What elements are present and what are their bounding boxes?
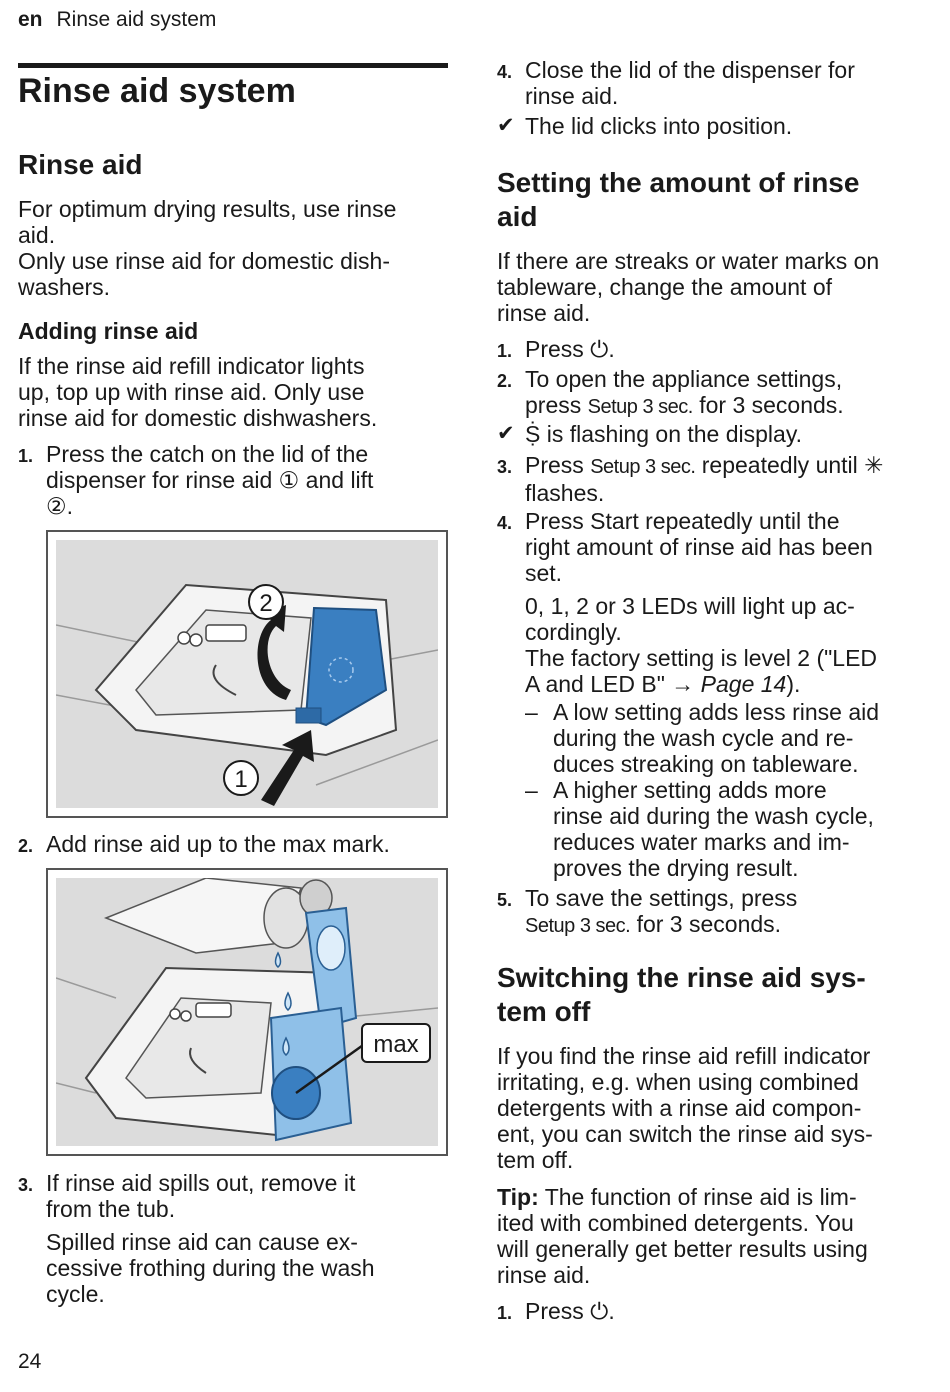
text-line: If rinse aid spills out, remove it bbox=[46, 1170, 356, 1196]
setup-key-label: Setup 3 sec. bbox=[587, 396, 693, 418]
check-icon: ✔ bbox=[497, 422, 515, 445]
text-line: rinse aid during the wash cycle, bbox=[553, 803, 874, 829]
text-line: irritating, e.g. when using combined bbox=[497, 1069, 859, 1095]
dash-marker: – bbox=[525, 699, 538, 725]
setting-step-1 bbox=[497, 336, 937, 362]
text-line bbox=[525, 452, 937, 480]
step-2 bbox=[18, 831, 438, 857]
text-fragment: press bbox=[525, 392, 588, 418]
setting-step-5 bbox=[497, 885, 937, 939]
text-line: Press ⏻. bbox=[525, 1298, 615, 1324]
heading-line: tem off bbox=[497, 996, 591, 1027]
dash-item-high-setting bbox=[525, 777, 937, 881]
switch-step-1 bbox=[497, 1298, 937, 1324]
step-3 bbox=[18, 1170, 438, 1307]
text-line: Only use rinse aid for domestic dish- bbox=[18, 248, 390, 274]
step-4 bbox=[497, 57, 937, 109]
language-code: en bbox=[18, 8, 43, 31]
setting-step-3 bbox=[497, 452, 937, 506]
step-number: 2. bbox=[18, 836, 34, 856]
figure-max-label: max bbox=[373, 1031, 419, 1058]
page-number: 24 bbox=[18, 1350, 42, 1373]
text-line: Press Start repeatedly until the bbox=[525, 508, 840, 534]
text-line: tem off. bbox=[497, 1147, 574, 1173]
text-line: from the tub. bbox=[46, 1196, 176, 1222]
text-line: flashes. bbox=[525, 480, 605, 506]
text-line: cycle. bbox=[46, 1281, 105, 1307]
step-4-result bbox=[497, 113, 937, 139]
page-reference-link[interactable]: Page 14 bbox=[700, 671, 787, 697]
text-line: If there are streaks or water marks on bbox=[497, 248, 880, 274]
text-fragment: repeatedly until ✳ bbox=[695, 452, 884, 478]
header-section-title: Rinse aid system bbox=[56, 8, 217, 31]
heading-line: Setting the amount of rinse bbox=[497, 167, 860, 198]
text-line: is flashing on the display. bbox=[546, 421, 803, 447]
step-number: 3. bbox=[497, 457, 513, 477]
text-line: aid. bbox=[18, 222, 56, 248]
text-line: The lid clicks into position. bbox=[525, 113, 793, 139]
text-line: rinse aid for domestic dishwashers. bbox=[18, 405, 378, 431]
setting-step-2 bbox=[497, 366, 937, 420]
step-number: 1. bbox=[497, 1303, 513, 1323]
figure-background bbox=[56, 878, 438, 1146]
adding-paragraph bbox=[18, 353, 377, 431]
figure-background bbox=[56, 540, 438, 808]
text-line: ②. bbox=[46, 493, 74, 519]
setting-step-4 bbox=[497, 508, 937, 697]
setting-paragraph bbox=[497, 248, 879, 326]
dash-marker: – bbox=[525, 777, 538, 803]
check-icon: ✔ bbox=[497, 114, 515, 137]
text-line: proves the drying result. bbox=[553, 855, 799, 881]
text-line: Add rinse aid up to the max mark. bbox=[46, 831, 390, 857]
text-line: To open the appliance settings, bbox=[525, 366, 843, 392]
text-line: up, top up with rinse aid. Only use bbox=[18, 379, 365, 405]
text-line bbox=[525, 671, 937, 697]
text-line: tableware, change the amount of bbox=[497, 274, 833, 300]
switching-paragraph bbox=[497, 1043, 873, 1173]
text-fragment: for 3 seconds. bbox=[692, 392, 844, 418]
text-fragment: for 3 seconds. bbox=[630, 911, 782, 937]
heading-setting-amount bbox=[497, 166, 859, 234]
dispenser-illustration bbox=[56, 540, 438, 808]
text-line: ent, you can switch the rinse aid sys- bbox=[497, 1121, 873, 1147]
heading-switching-off bbox=[497, 961, 866, 1029]
heading-line: aid bbox=[497, 201, 538, 232]
figure-callout-1: 1 bbox=[234, 766, 248, 793]
dash-item-low-setting bbox=[525, 699, 937, 777]
text-line bbox=[497, 1184, 868, 1210]
step-number: 1. bbox=[18, 446, 34, 466]
step-number: 2. bbox=[497, 371, 513, 391]
step-number: 3. bbox=[18, 1175, 34, 1195]
figure-callout-2: 2 bbox=[259, 590, 273, 617]
text-line: rinse aid. bbox=[497, 1262, 591, 1288]
text-line: reduces water marks and im- bbox=[553, 829, 850, 855]
figure-open-dispenser bbox=[46, 530, 448, 818]
heading-line: Switching the rinse aid sys- bbox=[497, 962, 866, 993]
text-fragment: A and LED B" → bbox=[525, 671, 701, 697]
step-number: 4. bbox=[497, 62, 513, 82]
text-line: If the rinse aid refill indicator lights bbox=[18, 353, 365, 379]
text-line: To save the settings, press bbox=[525, 885, 798, 911]
text-line: A higher setting adds more bbox=[553, 777, 827, 803]
text-line: cordingly. bbox=[525, 619, 622, 645]
page-header bbox=[18, 8, 216, 32]
text-line: 0, 1, 2 or 3 LEDs will light up ac- bbox=[525, 593, 855, 619]
text-line: washers. bbox=[18, 274, 111, 300]
figure-fill-rinse-aid bbox=[46, 868, 448, 1156]
text-line: Close the lid of the dispenser for bbox=[525, 57, 855, 83]
text-line: Press the catch on the lid of the bbox=[46, 441, 369, 467]
text-line: Spilled rinse aid can cause ex- bbox=[46, 1229, 358, 1255]
setup-key-label: Setup 3 sec. bbox=[590, 456, 696, 478]
intro-paragraph bbox=[18, 196, 396, 300]
text-line: during the wash cycle and re- bbox=[553, 725, 854, 751]
step-number: 1. bbox=[497, 341, 513, 361]
text-line: For optimum drying results, use rinse bbox=[18, 196, 397, 222]
text-line: ited with combined detergents. You bbox=[497, 1210, 854, 1236]
text-fragment: Press bbox=[525, 452, 591, 478]
filling-illustration bbox=[56, 878, 438, 1146]
text-line: detergents with a rinse aid compon- bbox=[497, 1095, 862, 1121]
step-1 bbox=[18, 441, 438, 519]
text-line: set. bbox=[525, 560, 563, 586]
text-fragment: ). bbox=[786, 671, 801, 697]
text-line: rinse aid. bbox=[497, 300, 591, 326]
display-symbol-icon: Ṩ bbox=[525, 421, 541, 447]
text-line bbox=[525, 392, 937, 420]
step-number: 5. bbox=[497, 890, 513, 910]
text-line bbox=[525, 911, 937, 939]
tip-paragraph bbox=[497, 1184, 868, 1288]
setup-key-label: Setup 3 sec. bbox=[525, 915, 631, 937]
heading-rinse-aid: Rinse aid bbox=[18, 149, 143, 180]
text-line: A low setting adds less rinse aid bbox=[553, 699, 880, 725]
setting-step-2-result bbox=[497, 421, 937, 447]
text-line: The factory setting is level 2 ("LED bbox=[525, 645, 878, 671]
text-line: duces streaking on tableware. bbox=[553, 751, 859, 777]
text-line: right amount of rinse aid has been bbox=[525, 534, 873, 560]
text-line: dispenser for rinse aid ① and lift bbox=[46, 467, 374, 493]
text-line: rinse aid. bbox=[525, 83, 619, 109]
text-line: will generally get better results using bbox=[497, 1236, 868, 1262]
text-line: If you find the rinse aid refill indicator bbox=[497, 1043, 871, 1069]
text-fragment: The function of rinse aid is lim- bbox=[538, 1184, 857, 1210]
tip-label: Tip: bbox=[497, 1184, 539, 1210]
text-line: Press ⏻. bbox=[525, 336, 615, 362]
page-title: Rinse aid system bbox=[18, 72, 296, 110]
step-number: 4. bbox=[497, 513, 513, 533]
heading-adding-rinse-aid: Adding rinse aid bbox=[18, 318, 199, 344]
title-rule bbox=[18, 63, 448, 68]
text-line: cessive frothing during the wash bbox=[46, 1255, 375, 1281]
